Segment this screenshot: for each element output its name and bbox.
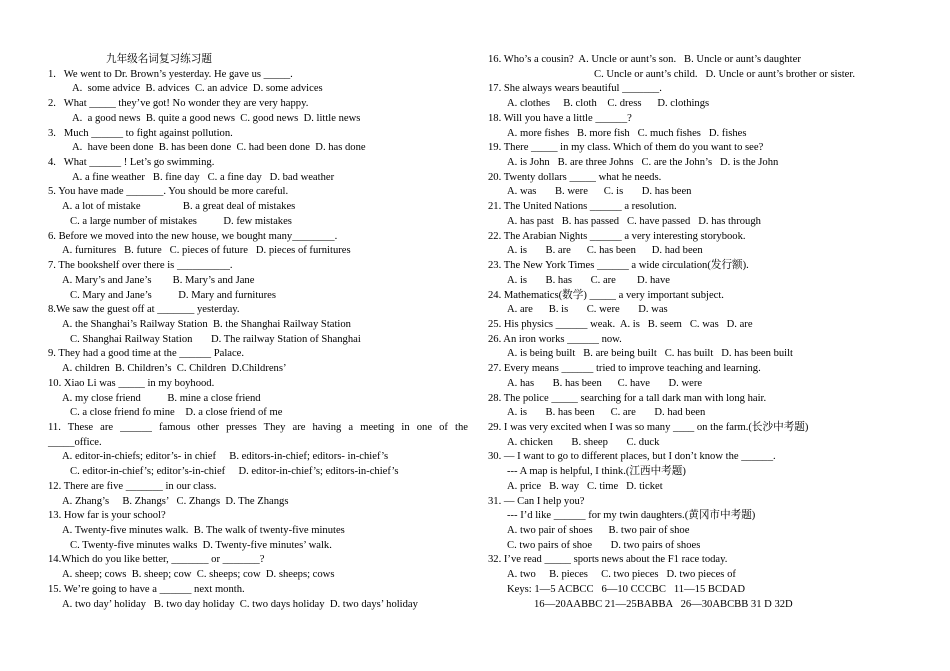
left-column-line: 3. Much ______ to fight against pollution. [48, 127, 233, 139]
right-column-line: 23. The New York Times ______ a wide circulation(发行额). [488, 260, 749, 272]
left-column-line: C. a close friend fo mine D. a close friend of me [70, 407, 283, 419]
right-column-line: A. chicken B. sheep C. duck [507, 436, 660, 448]
right-column [488, 53, 928, 612]
right-column-line: 24. Mathematics(数学) _____ a very important subject. [488, 289, 724, 301]
right-column-line: A. was B. were C. is D. has been [507, 186, 692, 198]
right-column-line: A. two B. pieces C. two pieces D. two pieces of [507, 569, 736, 581]
right-column-line: 25. His physics ______ weak. A. is B. seem C. was D. are [488, 318, 753, 330]
left-column-line: C. a large number of mistakes D. few mistakes [70, 215, 292, 227]
right-column-line: C. Uncle or aunt’s child. D. Uncle or aunt’s brother or sister. [594, 68, 855, 80]
left-column-line: 7. The bookshelf over there is __________. [48, 260, 233, 272]
right-column-line: --- A map is helpful, I think.(江西中考题) [507, 466, 686, 478]
left-column-line: A. editor-in-chiefs; editor’s- in chief B. editors-in-chief; editors- in-chief’s [62, 451, 389, 463]
right-column-line: A. is John B. are three Johns C. are the John’s D. is the John [507, 157, 779, 169]
right-column-line: 28. The police _____ searching for a tall dark man with long hair. [488, 392, 767, 404]
left-column-line: 1. We went to Dr. Brown’s yesterday. He gave us _____. [48, 68, 293, 80]
left-column-line: A. two day’ holiday B. two day holiday C. two days holiday D. two days’ holiday [62, 598, 418, 610]
left-column-line: 8.We saw the guest off at _______ yesterday. [48, 304, 240, 316]
right-column-line: --- I’d like ______ for my twin daughters.(黄冈市中考题) [507, 510, 756, 522]
left-column-line: 5. You have made _______. You should be more careful. [48, 186, 289, 198]
left-column-line: C. Twenty-five minutes walks D. Twenty-five minutes’ walk. [70, 539, 332, 551]
right-column-line: 30. — I want to go to different places, but I don’t know the ______. [488, 451, 776, 463]
left-column-line: 2. What _____ they’ve got! No wonder they are very happy. [48, 98, 309, 110]
left-column-line: A. Mary’s and Jane’s B. Mary’s and Jane [62, 274, 255, 286]
right-column-line: Keys: 1—5 ACBCC 6—10 CCCBC 11—15 BCDAD [507, 583, 746, 595]
right-column-line: A. is B. are C. has been D. had been [507, 245, 703, 257]
left-column-line: A. sheep; cows B. sheep; cow C. sheeps; cow D. sheeps; cows [62, 569, 335, 581]
left-column-line: A. furnitures B. future C. pieces of future D. pieces of furnitures [62, 245, 351, 257]
left-column-line: A. my close friend B. mine a close friend [62, 392, 261, 404]
right-column-line: 16—20AABBC 21—25BABBA 26—30ABCBB 31 D 32D [534, 598, 793, 610]
right-column-line: 29. I was very excited when I was so many ____ on the farm.(长沙中考题) [488, 421, 809, 433]
left-column-line: A. a fine weather B. fine day C. a fine day D. bad weather [72, 171, 335, 183]
right-column-line: 20. Twenty dollars _____ what he needs. [488, 171, 662, 183]
right-column-line: 31. — Can I help you? [488, 495, 585, 507]
left-column-line: 10. Xiao Li was _____ in my boyhood. [48, 377, 215, 389]
right-column-line: A. clothes B. cloth C. dress D. clothings [507, 98, 710, 110]
left-column-line: C. editor-in-chief’s; editor’s-in-chief D. editor-in-chief’s; editors-in-chief’s [70, 466, 399, 478]
left-column-line: 15. We’re going to have a ______ next month. [48, 583, 245, 595]
left-column-line: 九年级名词复习练习题 [106, 54, 212, 65]
left-column-line: 4. What ______ ! Let’s go swimming. [48, 157, 215, 169]
right-column-line: 19. There _____ in my class. Which of them do you want to see? [488, 142, 764, 154]
left-column-line: C. Mary and Jane’s D. Mary and furnitures [70, 289, 276, 301]
left-column-line: 6. Before we moved into the new house, we bought many________. [48, 230, 338, 242]
right-column-line: A. has past B. has passed C. have passed D. has through [507, 215, 761, 227]
left-column-line: A. children B. Children’s C. Children D.Childrens’ [62, 363, 287, 375]
right-column-line: A. is B. has been C. are D. had been [507, 407, 706, 419]
right-column-line: 27. Every means ______ tried to improve teaching and learning. [488, 363, 761, 375]
right-column-line: 17. She always wears beautiful _______. [488, 83, 662, 95]
left-column-line: A. Zhang’s B. Zhangs’ C. Zhangs D. The Zhangs [62, 495, 289, 507]
left-column-line: A. have been done B. has been done C. had been done D. has done [72, 142, 366, 154]
right-column-line: A. is being built B. are being built C. has built D. has been built [507, 348, 794, 360]
right-column-line: 16. Who’s a cousin? A. Uncle or aunt’s son. B. Uncle or aunt’s daughter [488, 54, 801, 65]
right-column-line: A. two pair of shoes B. two pair of shoe [507, 525, 690, 536]
left-column [48, 53, 468, 612]
right-column-line: 21. The United Nations ______ a resolution. [488, 201, 677, 213]
left-column-line: C. Shanghai Railway Station D. The railway Station of Shanghai [70, 333, 361, 345]
right-column-line: A. price B. way C. time D. ticket [507, 480, 663, 492]
left-column-line: 14.Which do you like better, _______ or _______? [48, 554, 265, 566]
right-column-line: 18. Will you have a little ______? [488, 112, 632, 124]
right-column-line: A. are B. is C. were D. was [507, 304, 668, 316]
left-column-line: A. Twenty-five minutes walk. B. The walk of twenty-five minutes [62, 525, 345, 536]
left-column-line: _____office. [48, 436, 102, 448]
right-column-line: C. two pairs of shoe D. two pairs of shoes [507, 539, 701, 551]
left-column-line: 12. There are five _______ in our class. [48, 480, 217, 492]
right-column-line: 32. I’ve read _____ sports news about the F1 race today. [488, 554, 728, 566]
left-column-line: A. a good news B. quite a good news C. good news D. little news [72, 112, 361, 124]
right-column-line: A. more fishes B. more fish C. much fishes D. fishes [507, 127, 747, 139]
left-column-line: A. the Shanghai’s Railway Station B. the Shanghai Railway Station [62, 318, 351, 330]
left-column-line: A. some advice B. advices C. an advice D. some advices [72, 83, 323, 95]
left-column-line: A. a lot of mistake B. a great deal of mistakes [62, 201, 296, 213]
right-column-line: A. has B. has been C. have D. were [507, 377, 703, 389]
left-column-line: 11. These are ______ famous other presses They are having a meeting in one of the [48, 421, 468, 433]
left-column-line: 13. How far is your school? [48, 510, 166, 522]
right-column-line: 26. An iron works ______ now. [488, 333, 622, 345]
left-column-line: 9. They had a good time at the ______ Palace. [48, 348, 245, 360]
right-column-line: 22. The Arabian Nights ______ a very interesting storybook. [488, 230, 746, 242]
right-column-line: A. is B. has C. are D. have [507, 274, 671, 286]
